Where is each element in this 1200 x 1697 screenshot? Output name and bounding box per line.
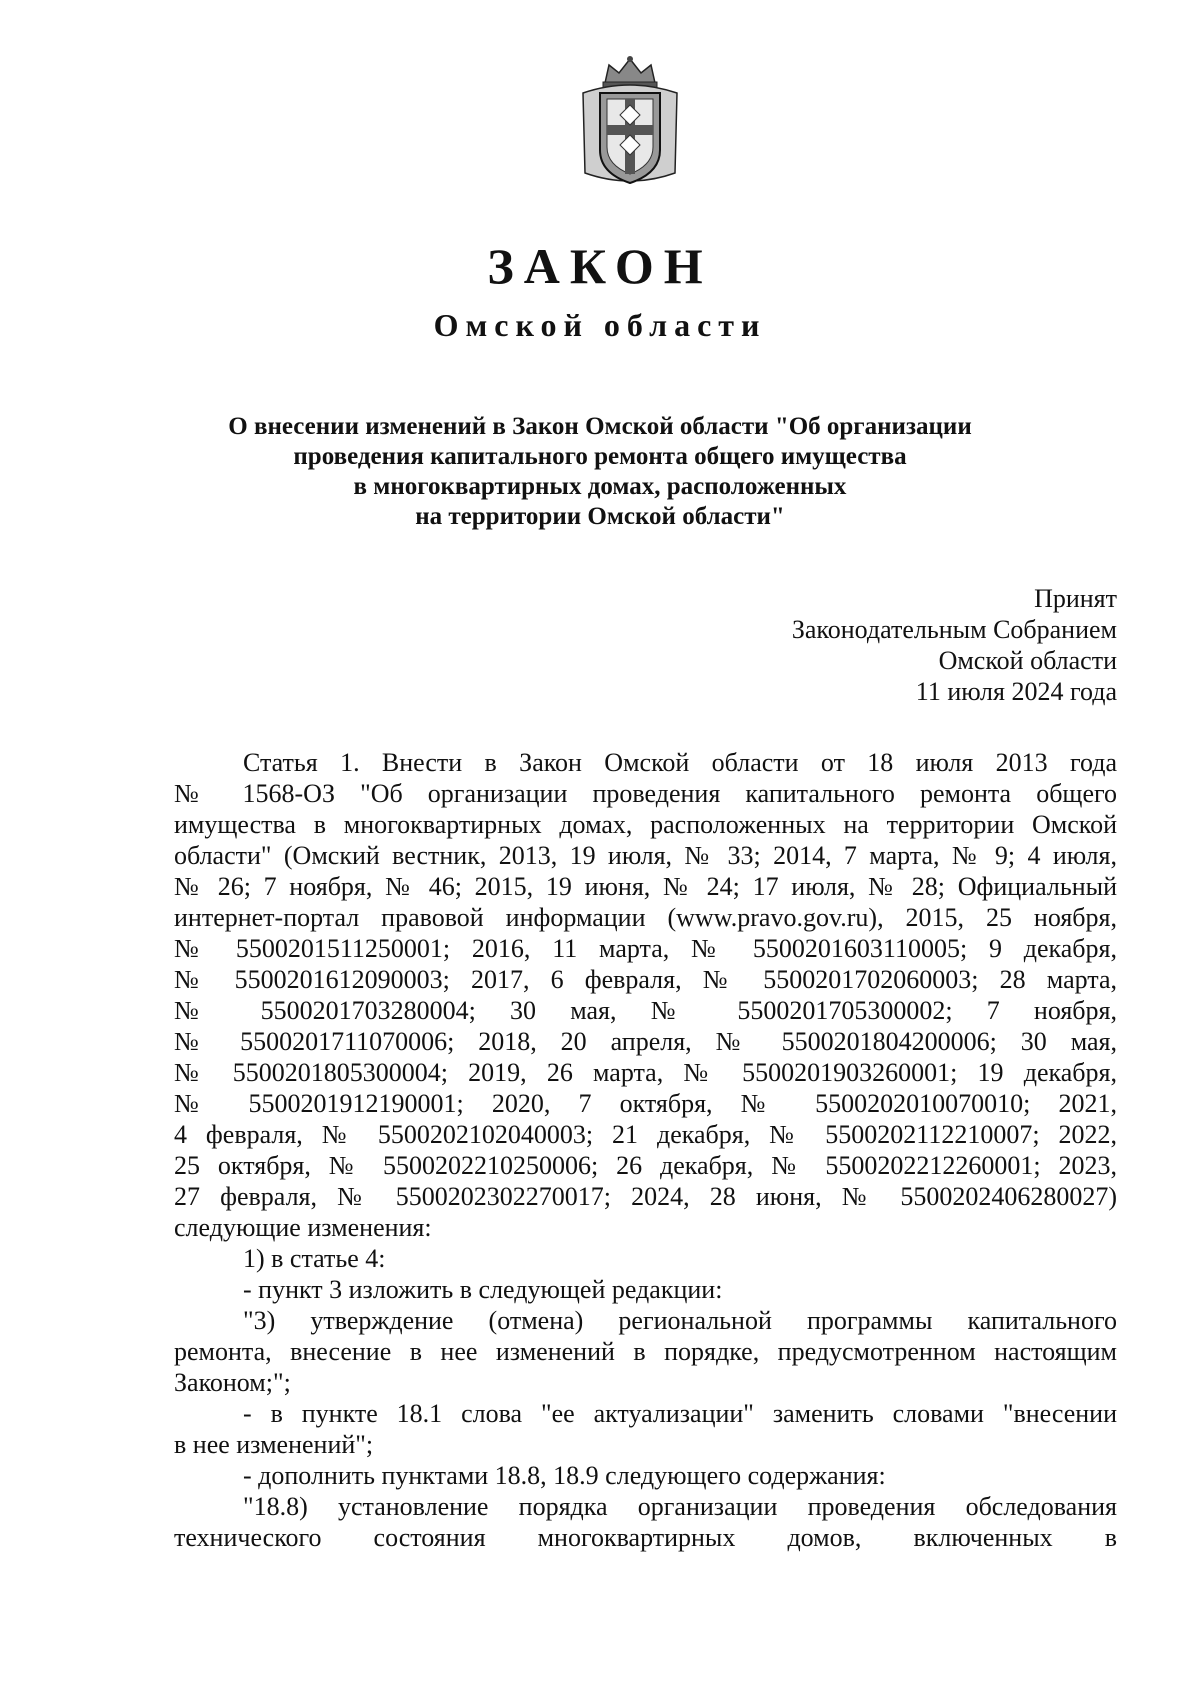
body-line: - в пункте 18.1 слова "ее актуализации" заменить словами "внесении [243,1399,1117,1428]
body-line: № 5500201805300004; 2019, 26 марта, № 5500201903260001; 19 декабря, [174,1058,1117,1087]
adoption-block [792,583,1117,707]
law-subject-title [150,412,1050,532]
body-line: технического состояния многоквартирных домов, включенных в [174,1523,1117,1552]
body-line: Статья 1. Внести в Закон Омской области от 18 июля 2013 года [243,748,1117,777]
region-name: Омской области [433,307,767,343]
article-body [174,747,1117,1553]
body-line: интернет-портал правовой информации (www.pravo.gov.ru), 2015, 25 ноября, [174,903,1117,932]
body-line: № 5500201711070006; 2018, 20 апреля, № 5500201804200006; 30 мая, [174,1027,1117,1056]
adoption-line: Принят [1034,584,1117,613]
adoption-line: Омской области [938,646,1117,675]
subject-line: на территории Омской области" [415,503,785,530]
body-line: ремонта, внесение в нее изменений в порядке, предусмотренном настоящим [174,1337,1117,1366]
body-line: "18.8) установление порядка организации проведения обследования [243,1492,1117,1521]
body-line: имущества в многоквартирных домах, расположенных на территории Омской [174,810,1117,839]
adoption-date: 11 июля 2024 года [915,677,1117,706]
body-line: "3) утверждение (отмена) региональной программы капитального [243,1306,1117,1335]
body-line: 4 февраля, № 5500202102040003; 21 декабря, № 5500202112210007; 2022, [174,1120,1117,1149]
body-line: № 1568-ОЗ "Об организации проведения капитального ремонта общего [174,779,1117,808]
body-line: № 5500201511250001; 2016, 11 марта, № 5500201603110005; 9 декабря, [174,934,1117,963]
body-line: № 26; 7 ноября, № 46; 2015, 19 июня, № 24; 17 июля, № 28; Официальный [174,872,1117,901]
body-line: - дополнить пунктами 18.8, 18.9 следующего содержания: [243,1461,886,1490]
subject-line: проведения капитального ремонта общего имущества [293,443,907,470]
body-line: в нее изменений"; [174,1430,374,1459]
body-line: - пункт 3 изложить в следующей редакции: [243,1275,723,1304]
body-line: 27 февраля, № 5500202302270017; 2024, 28 июня, № 5500202406280027) [174,1182,1117,1211]
subject-line: О внесении изменений в Закон Омской области "Об организации [228,413,972,440]
body-line: 25 октября, № 5500202210250006; 26 декабря, № 5500202212260001; 2023, [174,1151,1117,1180]
body-line: Законом;"; [174,1368,291,1397]
subject-line: в многоквартирных домах, расположенных [353,473,847,500]
body-line: № 5500201612090003; 2017, 6 февраля, № 5500201702060003; 28 марта, [174,965,1117,994]
law-title: ЗАКОН [487,238,713,294]
body-line: области" (Омский вестник, 2013, 19 июля, № 33; 2014, 7 марта, № 9; 4 июля, [174,841,1117,870]
body-line: № 5500201912190001; 2020, 7 октября, № 5500202010070010; 2021, [174,1089,1117,1118]
adoption-line: Законодательным Собранием [791,615,1117,644]
body-line: следующие изменения: [174,1213,432,1242]
omsk-region-coat-of-arms-icon [575,55,685,190]
body-line: № 5500201703280004; 30 мая, № 5500201705300002; 7 ноября, [174,996,1117,1025]
body-line: 1) в статье 4: [243,1244,386,1273]
